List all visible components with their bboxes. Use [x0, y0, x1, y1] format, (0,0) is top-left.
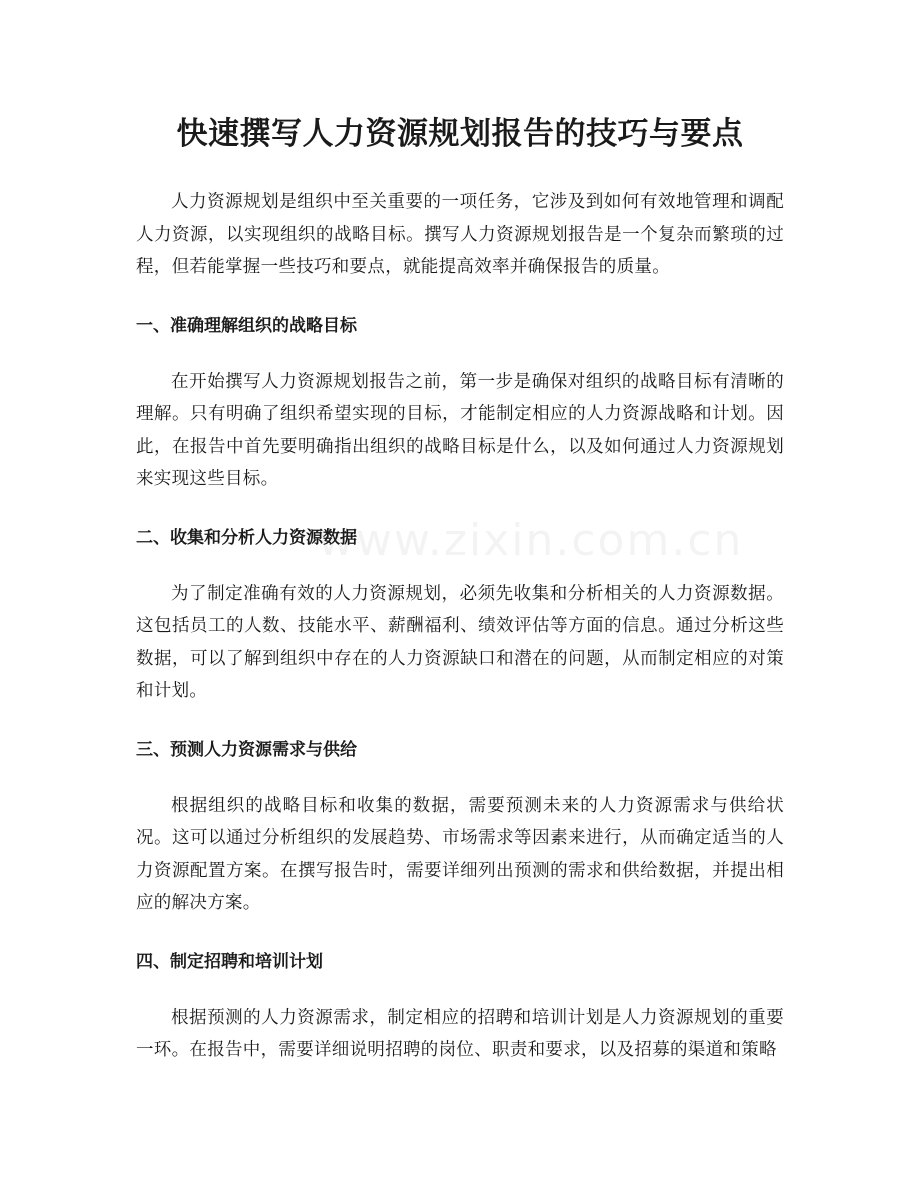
section-heading-3: 三、预测人力资源需求与供给: [136, 739, 357, 760]
document-page: [136, 112, 784, 1067]
section-body-2: 为了制定准确有效的人力资源规划，必须先收集和分析相关的人力资源数据。这包括员工的人数、技能水平、薪酬福利、绩效评估等方面的信息。通过分析这些数据，可以了解到组织中存在的人力资源缺口和潜在的问题，从而制定相应的对策和计划。: [136, 583, 784, 701]
section-heading-4: 四、制定招聘和培训计划: [136, 951, 323, 972]
document-title: 快速撰写人力资源规划报告的技巧与要点: [176, 116, 744, 152]
section-heading-1: 一、准确理解组织的战略目标: [136, 315, 357, 336]
section-body-4: 根据预测的人力资源需求，制定相应的招聘和培训计划是人力资源规划的重要一环。在报告中，需要详细说明招聘的岗位、职责和要求，以及招募的渠道和策略: [136, 1007, 784, 1060]
section-body-3: 根据组织的战略目标和收集的数据，需要预测未来的人力资源需求与供给状况。这可以通过分析组织的发展趋势、市场需求等因素来进行，从而确定适当的人力资源配置方案。在撰写报告时，需要详细列出预测的需求和供给数据，并提出相应的解决方案。: [136, 795, 784, 913]
section-heading-2: 二、收集和分析人力资源数据: [136, 527, 357, 548]
intro-paragraph: 人力资源规划是组织中至关重要的一项任务，它涉及到如何有效地管理和调配人力资源，以实现组织的战略目标。撰写人力资源规划报告是一个复杂而繁琐的过程，但若能掌握一些技巧和要点，就能提高效率并确保报告的质量。: [136, 192, 784, 277]
section-body-1: 在开始撰写人力资源规划报告之前，第一步是确保对组织的战略目标有清晰的理解。只有明确了组织希望实现的目标，才能制定相应的人力资源战略和计划。因此，在报告中首先要明确指出组织的战略目标是什么，以及如何通过人力资源规划来实现这些目标。: [136, 371, 784, 489]
